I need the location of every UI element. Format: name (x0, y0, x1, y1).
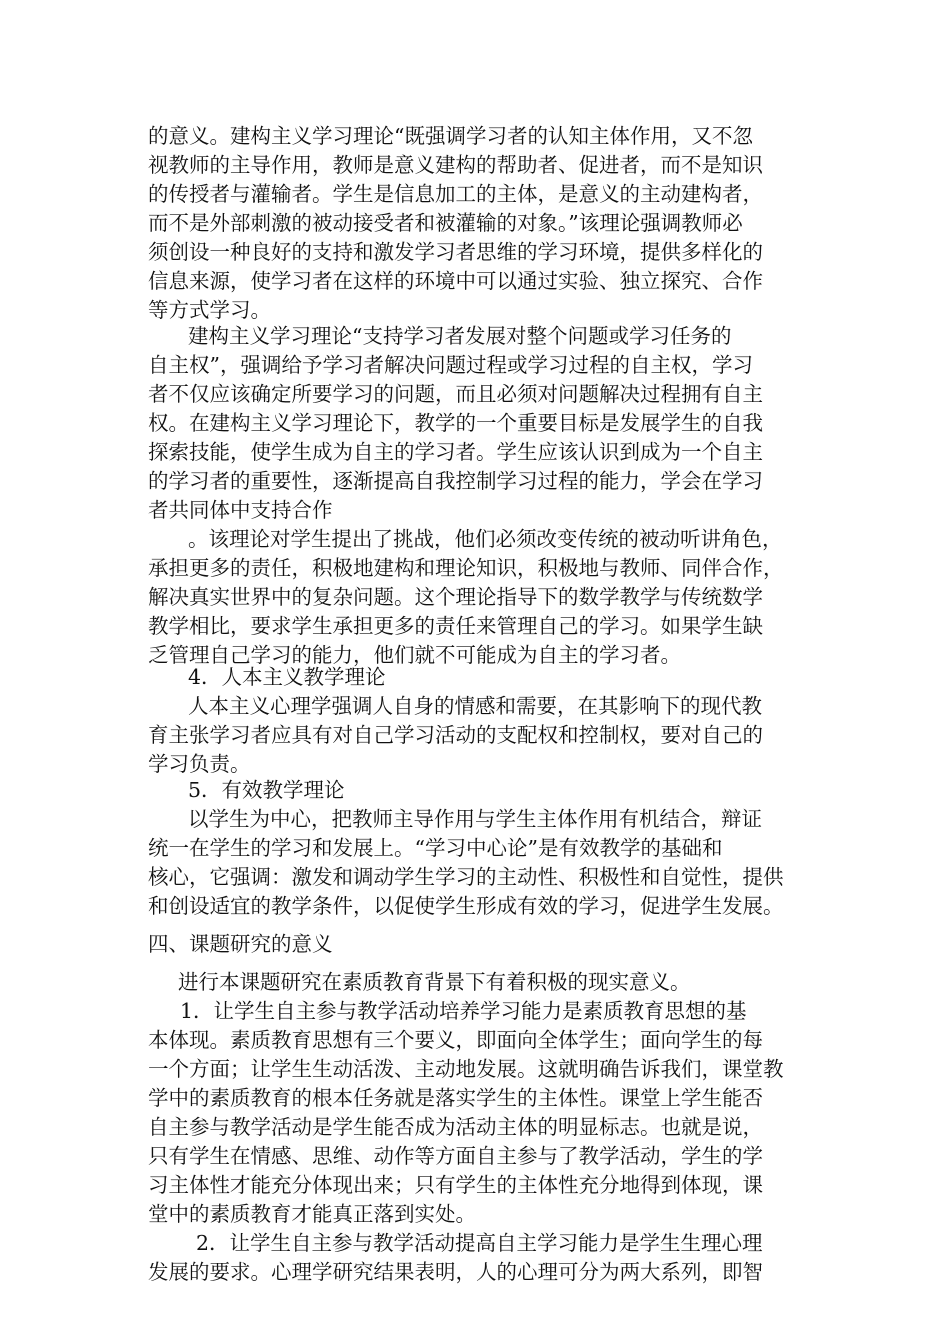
section-heading: 5．有效教学理论 (188, 778, 345, 802)
text-line: 的传授者与灌输者。学生是信息加工的主体，是意义的主动建构者， (148, 182, 763, 206)
text-line: 和创设适宜的教学条件，以促使学生形成有效的学习，促进学生发展。 (148, 894, 784, 918)
text-line: 自主权”，强调给予学习者解决问题过程或学习过程的自主权，学习 (148, 353, 753, 377)
text-line: 学习负责。 (148, 752, 251, 776)
text-line: 等方式学习。 (148, 298, 271, 322)
text-line: 只有学生在情感、思维、动作等方面自主参与了教学活动，学生的学 (148, 1144, 763, 1168)
text-line: 习主体性才能充分体现出来；只有学生的主体性充分地得到体现，课 (148, 1173, 763, 1197)
text-line: 核心，它强调：激发和调动学生学习的主动性、积极性和自觉性，提供 (148, 865, 784, 889)
text-line: 育主张学习者应具有对自己学习活动的支配权和控制权，要对自己的 (148, 723, 763, 747)
text-line: 教学相比，要求学生承担更多的责任来管理自己的学习。如果学生缺 (148, 614, 763, 638)
text-line: 堂中的素质教育才能真正落到实处。 (148, 1202, 476, 1226)
text-line: 探索技能，使学生成为自主的学习者。学生应该认识到成为一个自主 (148, 440, 763, 464)
paragraph-first-line: 以学生为中心，把教师主导作用与学生主体作用有机结合，辩证 (188, 807, 762, 831)
text-line: 乏管理自己学习的能力，他们就不可能成为自主的学习者。 (148, 643, 681, 667)
text-line: 者不仅应该确定所要学习的问题，而且必须对问题解决过程拥有自主 (148, 382, 763, 406)
paragraph-first-line: 1．让学生自主参与教学活动培养学习能力是素质教育思想的基 (180, 999, 747, 1023)
text-line: 一个方面；让学生生动活泼、主动地发展。这就明确告诉我们，课堂教 (148, 1057, 784, 1081)
text-line: 本体现。素质教育思想有三个要义，即面向全体学生；面向学生的每 (148, 1028, 763, 1052)
text-line: 的学习者的重要性，逐渐提高自我控制学习过程的能力，学会在学习 (148, 469, 763, 493)
paragraph-first-line: 建构主义学习理论“支持学习者发展对整个问题或学习任务的 (188, 324, 732, 348)
text-line: 统一在学生的学习和发展上。“学习中心论”是有效教学的基础和 (148, 836, 723, 860)
text-line: 者共同体中支持合作 (148, 498, 333, 522)
paragraph-first-line: 人本主义心理学强调人自身的情感和需要，在其影响下的现代教 (188, 694, 762, 718)
text-line: 权。在建构主义学习理论下，教学的一个重要目标是发展学生的自我 (148, 411, 763, 435)
text-line: 信息来源，使学习者在这样的环境中可以通过实验、独立探究、合作 (148, 269, 763, 293)
text-line: 解决真实世界中的复杂问题。这个理论指导下的数学教学与传统数学 (148, 585, 763, 609)
paragraph-first-line: 。该理论对学生提出了挑战，他们必须改变传统的被动听讲角色， (188, 527, 783, 551)
text-line: 而不是外部刺激的被动接受者和被灌输的对象。”该理论强调教师必 (148, 211, 743, 235)
text-line: 学中的素质教育的根本任务就是落实学生的主体性。课堂上学生能否 (148, 1086, 763, 1110)
text-line: 视教师的主导作用，教师是意义建构的帮助者、促进者，而不是知识 (148, 153, 763, 177)
text-line: 自主参与教学活动是学生能否成为活动主体的明显标志。也就是说， (148, 1115, 763, 1139)
text-line: 的意义。建构主义学习理论“既强调学习者的认知主体作用，又不忽 (148, 124, 753, 148)
text-line: 发展的要求。心理学研究结果表明，人的心理可分为两大系列，即智 (148, 1260, 763, 1284)
section-heading: 4．人本主义教学理论 (188, 665, 386, 689)
text-line: 承担更多的责任，积极地建构和理论知识，积极地与教师、同伴合作， (148, 556, 784, 580)
paragraph-first-line: 2．让学生自主参与教学活动提高自主学习能力是学生生理心理 (196, 1231, 763, 1255)
chapter-heading: 四、课题研究的意义 (148, 932, 333, 956)
text-line: 须创设一种良好的支持和激发学习者思维的学习环境，提供多样化的 (148, 240, 763, 264)
paragraph-first-line: 进行本课题研究在素质教育背景下有着积极的现实意义。 (178, 970, 691, 994)
